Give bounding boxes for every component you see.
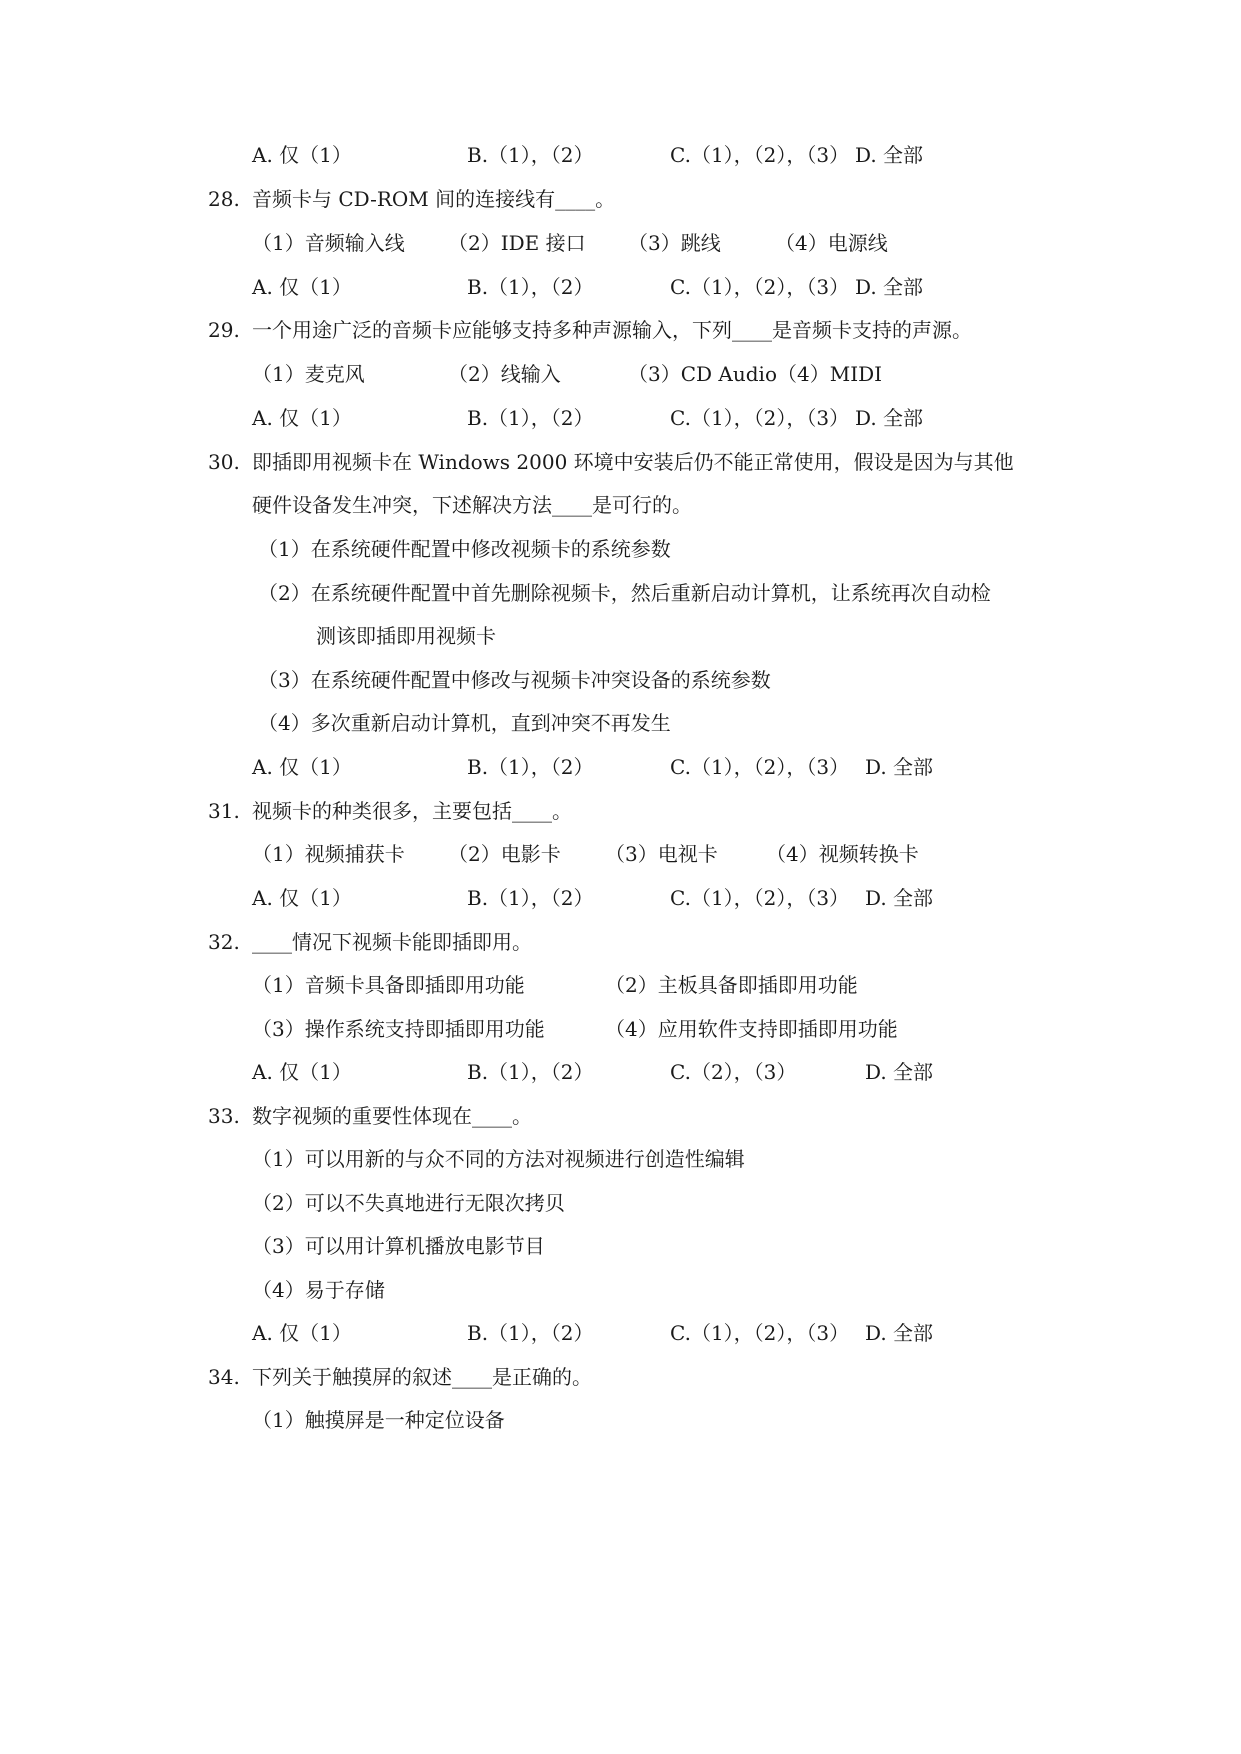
option-text: （4）电源线: [775, 231, 888, 255]
option-text: （3）电视卡: [605, 842, 718, 866]
option-text: C.（1），（2），（3）: [670, 275, 850, 299]
option-text: （3）操作系统支持即插即用功能: [252, 1017, 545, 1041]
option-text: （4）视频转换卡: [766, 842, 919, 866]
option-text: D. 全部: [855, 275, 924, 299]
line-text: 音频卡与 CD-ROM 间的连接线有____。: [252, 187, 616, 211]
option-text: B.（1），（2）: [467, 143, 594, 167]
option-text: C.（1），（2），（3）: [670, 406, 850, 430]
line-text: 视频卡的种类很多，主要包括____。: [252, 799, 572, 823]
line-text: （4）易于存储: [252, 1278, 385, 1302]
option-text: （2）线输入: [448, 362, 561, 386]
option-text: C.（2），（3）: [670, 1060, 797, 1084]
option-text: A. 仅（1）: [252, 755, 352, 779]
line-text: （3）在系统硬件配置中修改与视频卡冲突设备的系统参数: [258, 668, 771, 692]
question-number: 31.: [208, 799, 240, 823]
question-number: 29.: [208, 318, 240, 342]
option-text: A. 仅（1）: [252, 886, 352, 910]
option-text: （1）音频卡具备即插即用功能: [252, 973, 525, 997]
option-text: A. 仅（1）: [252, 143, 352, 167]
option-text: （2）主板具备即插即用功能: [605, 973, 858, 997]
option-text: B.（1），（2）: [467, 755, 594, 779]
option-text: B.（1），（2）: [467, 1060, 594, 1084]
line-text: 测该即插即用视频卡: [316, 624, 496, 648]
line-text: （1）可以用新的与众不同的方法对视频进行创造性编辑: [252, 1147, 745, 1171]
option-text: B.（1），（2）: [467, 886, 594, 910]
line-text: 下列关于触摸屏的叙述____是正确的。: [252, 1365, 592, 1389]
option-text: B.（1），（2）: [467, 1321, 594, 1345]
option-text: （1）音频输入线: [252, 231, 405, 255]
option-text: D. 全部: [855, 143, 924, 167]
option-text: （4）应用软件支持即插即用功能: [605, 1017, 898, 1041]
line-text: 硬件设备发生冲突，下述解决方法____是可行的。: [252, 493, 692, 517]
option-text: B.（1），（2）: [467, 406, 594, 430]
line-text: ____情况下视频卡能即插即用。: [252, 930, 532, 954]
line-text: （2）可以不失真地进行无限次拷贝: [252, 1191, 565, 1215]
option-text: （3）CD Audio: [628, 362, 777, 386]
option-text: A. 仅（1）: [252, 406, 352, 430]
line-text: （4）多次重新启动计算机，直到冲突不再发生: [258, 711, 671, 735]
option-text: D. 全部: [865, 1060, 934, 1084]
option-text: （3）跳线: [628, 231, 721, 255]
option-text: B.（1），（2）: [467, 275, 594, 299]
line-text: 一个用途广泛的音频卡应能够支持多种声源输入，下列____是音频卡支持的声源。: [252, 318, 972, 342]
line-text: 数字视频的重要性体现在____。: [252, 1104, 532, 1128]
option-text: C.（1），（2），（3）: [670, 143, 850, 167]
line-text: （3）可以用计算机播放电影节目: [252, 1234, 545, 1258]
option-text: C.（1），（2），（3）: [670, 1321, 850, 1345]
option-text: C.（1），（2），（3）: [670, 886, 850, 910]
question-number: 28.: [208, 187, 240, 211]
line-text: （1）在系统硬件配置中修改视频卡的系统参数: [258, 537, 671, 561]
option-text: （4）MIDI: [777, 362, 883, 386]
option-text: C.（1），（2），（3）: [670, 755, 850, 779]
option-text: （1）视频捕获卡: [252, 842, 405, 866]
question-number: 33.: [208, 1104, 240, 1128]
option-text: （1）麦克风: [252, 362, 365, 386]
option-text: D. 全部: [865, 755, 934, 779]
option-text: （2）IDE 接口: [448, 231, 586, 255]
line-text: 即插即用视频卡在 Windows 2000 环境中安装后仍不能正常使用，假设是因为与其他: [252, 450, 1014, 474]
option-text: A. 仅（1）: [252, 275, 352, 299]
line-text: （1）触摸屏是一种定位设备: [252, 1408, 505, 1432]
option-text: D. 全部: [855, 406, 924, 430]
question-number: 30.: [208, 450, 240, 474]
option-text: A. 仅（1）: [252, 1321, 352, 1345]
option-text: （2）电影卡: [448, 842, 561, 866]
question-number: 34.: [208, 1365, 240, 1389]
question-number: 32.: [208, 930, 240, 954]
line-text: （2）在系统硬件配置中首先删除视频卡，然后重新启动计算机，让系统再次自动检: [258, 581, 991, 605]
option-text: D. 全部: [865, 886, 934, 910]
option-text: A. 仅（1）: [252, 1060, 352, 1084]
option-text: D. 全部: [865, 1321, 934, 1345]
